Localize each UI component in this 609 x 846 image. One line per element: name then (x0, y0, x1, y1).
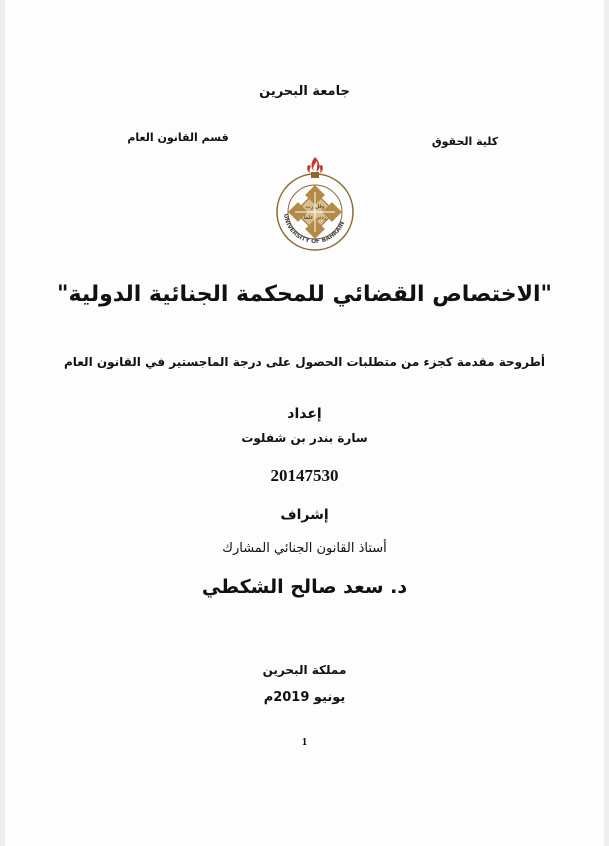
student-id: 20147530 (270, 466, 339, 485)
university-logo (270, 155, 360, 253)
scan-edge-right (604, 0, 609, 846)
supervision-label: إشراف (280, 507, 329, 523)
page-number: 1 (301, 736, 308, 748)
prepared-by-label: إعداد (287, 406, 322, 422)
thesis-title: "الاختصاص القضائي للمحكمة الجنائية الدولية" (57, 282, 552, 307)
country-name: مملكة البحرين (262, 663, 347, 677)
supervisor-rank: أستاذ القانون الجنائي المشارك (222, 541, 387, 556)
thesis-description: أطروحة مقدمة كجزء من متطلبات الحصول على درجة الماجستير في القانون العام (63, 355, 546, 369)
scan-edge-left (0, 0, 5, 846)
logo-inner-text-2: زدني علما (303, 215, 327, 221)
logo-ring-text: UNIVERSITY OF BAHRAIN (281, 213, 347, 246)
submission-date: يونيو 2019م (263, 690, 346, 705)
author-name: سارة بندر بن شفلوت (241, 431, 368, 445)
department-name: قسم القانون العام (127, 131, 229, 144)
university-name: جامعة البحرين (259, 84, 350, 99)
supervisor-name: د. سعد صالح الشكطي (201, 576, 408, 598)
faculty-name: كلية الحقوق (431, 135, 499, 148)
logo-inner-text-1: وقل رب (305, 204, 325, 210)
